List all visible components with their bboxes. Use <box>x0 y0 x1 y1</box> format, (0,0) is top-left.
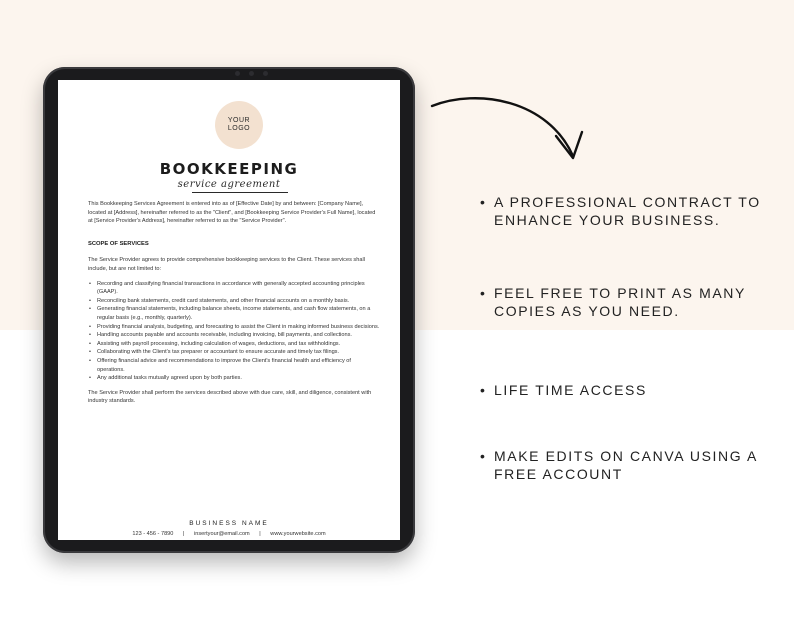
list-item: • Collaborating with the Client's tax preparer or accountant to ensure accurate and timely tax filings. <box>88 348 380 357</box>
footer-contact <box>58 531 400 537</box>
bullet-icon: • <box>480 448 487 464</box>
feature-item <box>480 381 780 399</box>
list-item: • Recording and classifying financial transactions in accordance with generally accepted accounting principles (GAAP). <box>88 280 380 297</box>
footer-business-name: BUSINESS NAME <box>189 520 269 527</box>
feature-item <box>480 447 780 483</box>
intro-paragraph: This Bookkeeping Services Agreement is entered into as of [Effective Date] by and between: [Company Name], located at [Address], hereinafter referred to as the "Client", and [Bookkeeping Service Provider's Full Name], located at [Service Provider's Address], hereinafter referred to as the "Service Provider". <box>88 201 376 225</box>
feature-item <box>480 284 780 320</box>
feature-text: A PROFESSIONAL CONTRACT TO ENHANCE YOUR BUSINESS. <box>494 194 761 228</box>
bullet-icon: • <box>480 285 487 301</box>
bullet-icon: • <box>480 194 487 210</box>
document-body <box>88 200 380 412</box>
list-item: • Assisting with payroll processing, including calculation of wages, deductions, and tax withholdings. <box>88 340 380 349</box>
feature-item <box>480 193 780 229</box>
closing-paragraph: The Service Provider shall perform the services described above with due care, skill, and diligence, consistent with industry standards. <box>88 389 372 405</box>
logo-placeholder <box>215 101 263 149</box>
camera-flash-icon <box>263 71 268 76</box>
feature-text: MAKE EDITS ON CANVA USING A FREE ACCOUNT <box>494 448 758 482</box>
curved-arrow-icon <box>430 92 590 172</box>
footer-separator: | <box>259 531 261 537</box>
footer-separator: | <box>182 531 185 537</box>
camera-lens-icon <box>235 71 240 76</box>
list-item: • Offering financial advice and recommendations to improve the Client's financial health and efficiency of operations. <box>88 357 380 374</box>
footer-phone: 123 - 456 - 7890 <box>132 531 174 537</box>
document-title: BOOKKEEPING <box>159 160 299 178</box>
footer-website: www.yourwebsite.com <box>270 531 326 537</box>
logo-line-2: LOGO <box>227 125 251 132</box>
feature-text: LIFE TIME ACCESS <box>494 382 647 398</box>
list-item: • Handling accounts payable and accounts receivable, including invoicing, bill payments, and collections. <box>88 331 380 340</box>
list-item: • Any additional tasks mutually agreed upon by both parties. <box>88 374 380 383</box>
camera-sensor-icon <box>249 71 254 76</box>
logo-line-1: YOUR <box>227 117 251 124</box>
section-heading: SCOPE OF SERVICES <box>88 240 149 247</box>
subtitle-underline <box>192 192 288 193</box>
camera-icon <box>229 71 275 76</box>
list-item: • Reconciling bank statements, credit card statements, and other financial accounts on a monthly basis. <box>88 297 380 306</box>
services-list <box>88 280 380 383</box>
scope-intro-paragraph: The Service Provider agrees to provide comprehensive bookkeeping services to the Client. These services shall include, but are not limited to: <box>88 257 365 272</box>
bullet-icon: • <box>480 382 487 398</box>
list-item: • Providing financial analysis, budgeting, and forecasting to assist the Client in making informed business decisions. <box>88 323 380 332</box>
tablet-frame <box>43 67 415 553</box>
feature-text: FEEL FREE TO PRINT AS MANY COPIES AS YOU NEED. <box>494 285 746 319</box>
footer-email: insertyour@email.com <box>193 531 250 537</box>
list-item: • Generating financial statements, including balance sheets, income statements, and cash flow statements, on a regular basis (e.g., monthly, quarterly). <box>88 305 380 322</box>
document-subtitle: service agreement <box>177 179 281 190</box>
tablet-screen <box>58 80 400 540</box>
